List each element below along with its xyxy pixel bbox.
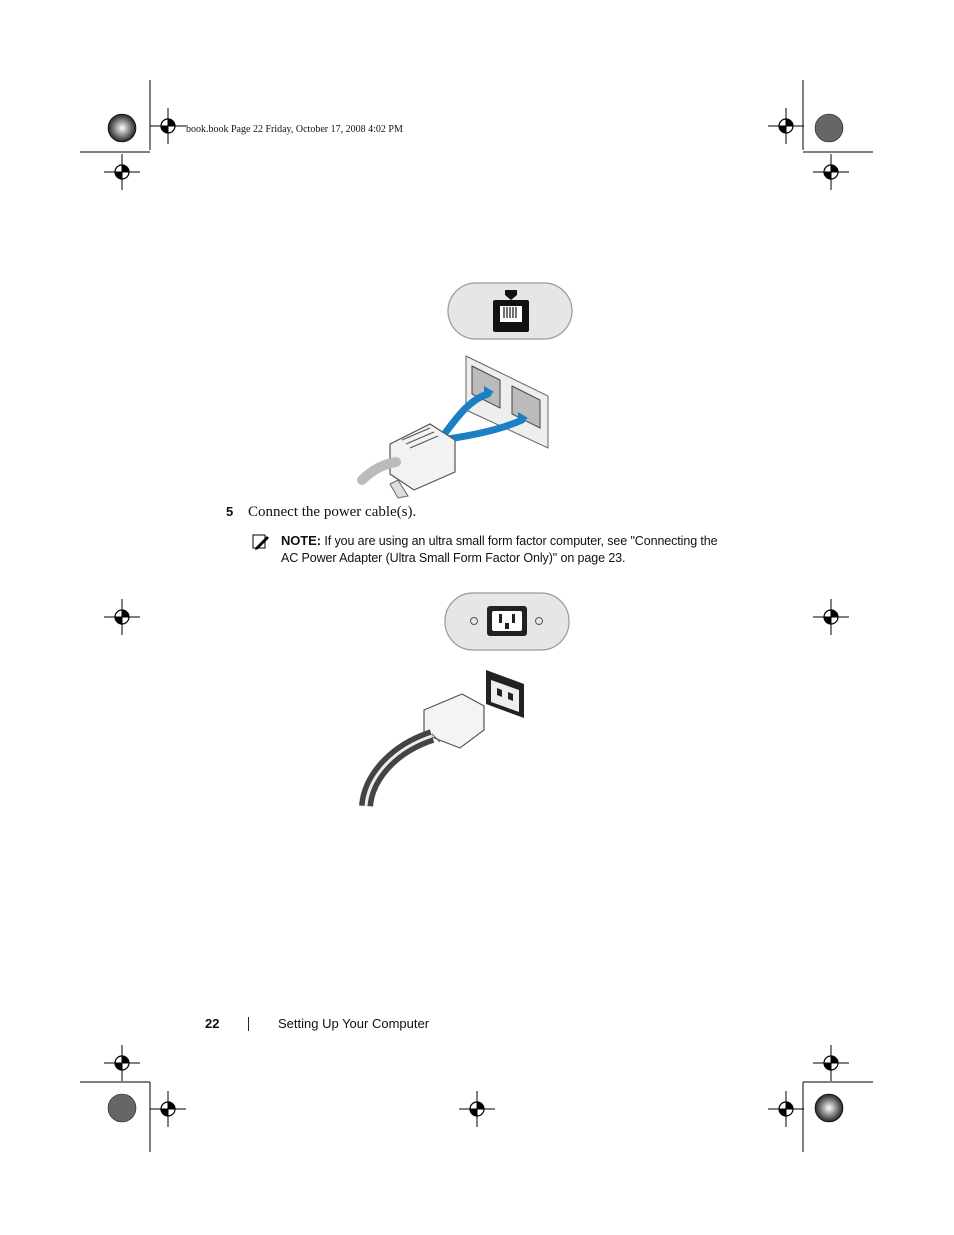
page-number: 22 <box>205 1016 220 1031</box>
step-text: Connect the power cable(s). <box>248 504 417 520</box>
note-text: If you are using an ultra small form factor computer, see "Connecting the AC Power Adapter (Ultra Small Form Factor Only)" on page 23. <box>281 534 718 565</box>
note-label: NOTE: <box>281 533 321 548</box>
step-number: 5 <box>226 504 234 519</box>
footer-divider <box>248 1017 249 1031</box>
header-slug: book.book Page 22 Friday, October 17, 2008 4:02 PM <box>186 124 403 135</box>
section-title: Setting Up Your Computer <box>278 1016 430 1031</box>
